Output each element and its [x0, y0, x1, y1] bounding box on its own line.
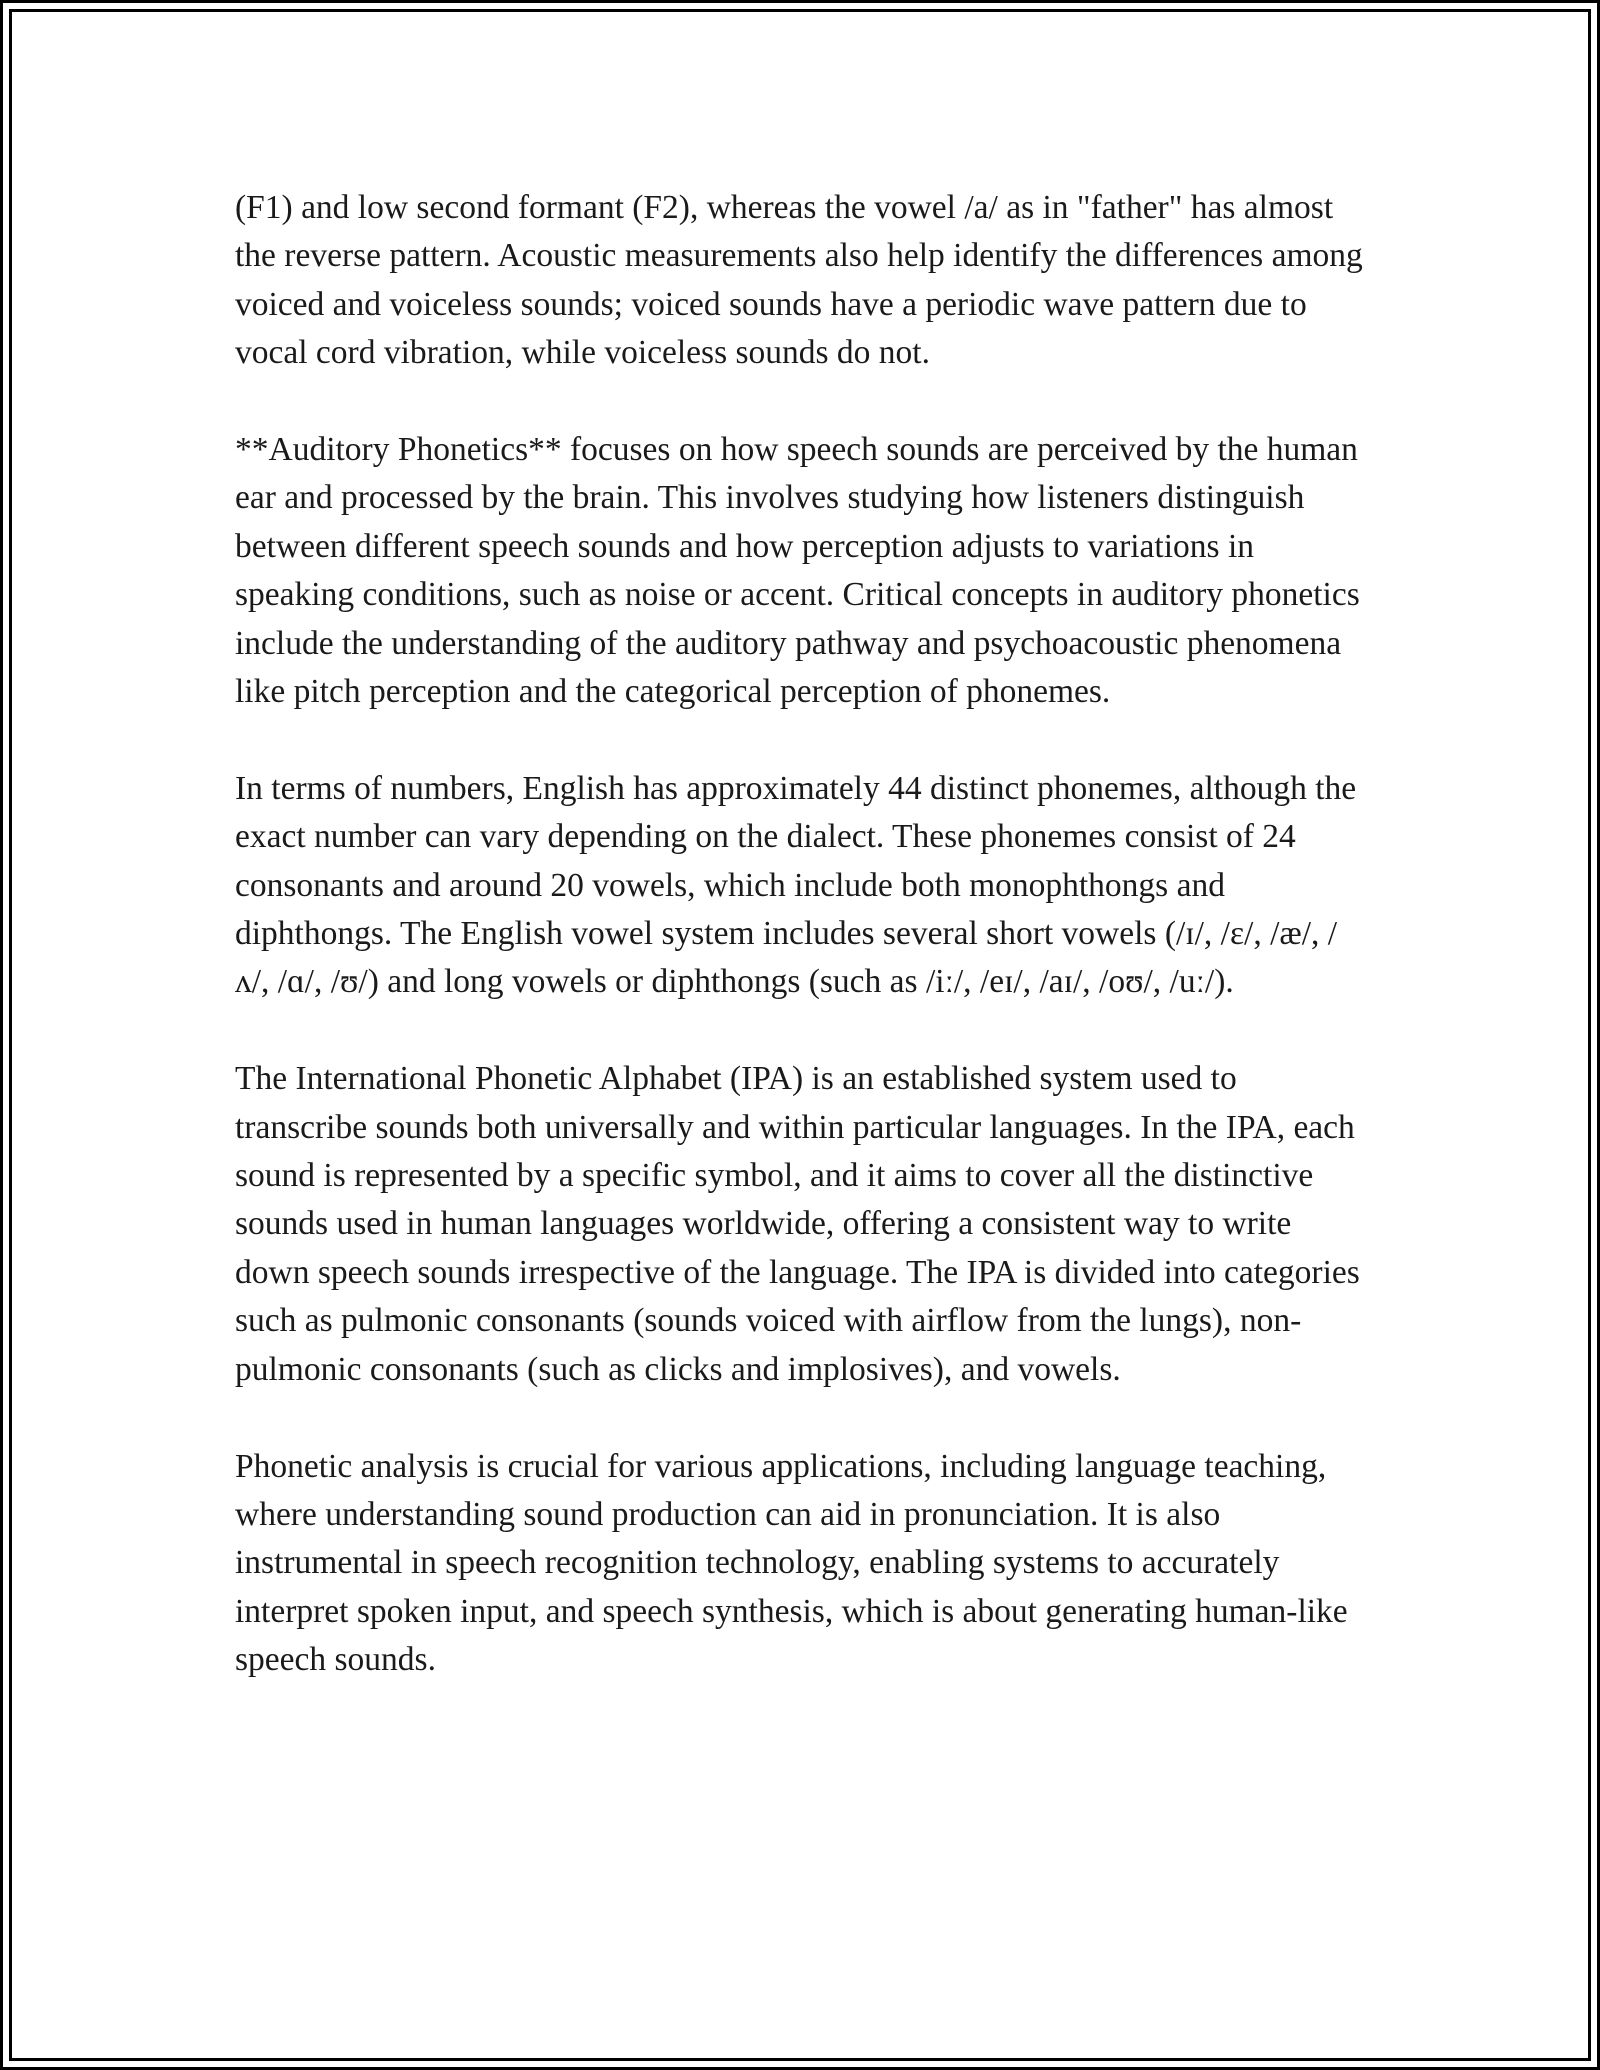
- paragraph-applications: Phonetic analysis is crucial for various applications, including language teaching, where understanding sound production can aid in pronunciation. It is also instrumental in speech recognition technology, enabling systems to accurately interpret spoken input, and speech synthesis, which is about generating human-like speech sounds.: [235, 1447, 1348, 1679]
- paragraph-ipa: The International Phonetic Alphabet (IPA) is an established system used to transcribe sounds both universally and within particular languages. In the IPA, each sound is represented by a specific symbol, and it aims to cover all the distinctive sounds used in human languages worldwide, offering a consistent way to write down speech sounds irrespective of the language. The IPA is divided into categories such as pulmonic consonants (sounds voiced with airflow from the lungs), non-pulmonic consonants (such as clicks and implosives), and vowels.: [235, 1060, 1360, 1388]
- paragraph-english-phonemes: In terms of numbers, English has approximately 44 distinct phonemes, although the exact number can vary depending on the dialect. These phonemes consist of 24 consonants and around 20 vowels, which include both monophthongs and diphthongs. The English vowel system includes several short vowels (/ɪ/, /ɛ/, /æ/, /ʌ/, /ɑ/, /ʊ/) and long vowels or diphthongs (such as /iː/, /eɪ/, /aɪ/, /oʊ/, /uː/).: [235, 769, 1357, 1001]
- document-body: [235, 184, 1365, 1733]
- paragraph-acoustic-continuation: (F1) and low second formant (F2), whereas the vowel /a/ as in "father" has almost the reverse pattern. Acoustic measurements also help identify the differences among voiced and voiceless sounds; voiced sounds have a periodic wave pattern due to vocal cord vibration, while voiceless sounds do not.: [235, 189, 1363, 372]
- paragraph-auditory-phonetics: **Auditory Phonetics** focuses on how speech sounds are perceived by the human ear and processed by the brain. This involves studying how listeners distinguish between different speech sounds and how perception adjusts to variations in speaking conditions, such as noise or accent. Critical concepts in auditory phonetics include the understanding of the auditory pathway and psychoacoustic phenomena like pitch perception and the categorical perception of phonemes.: [235, 431, 1360, 711]
